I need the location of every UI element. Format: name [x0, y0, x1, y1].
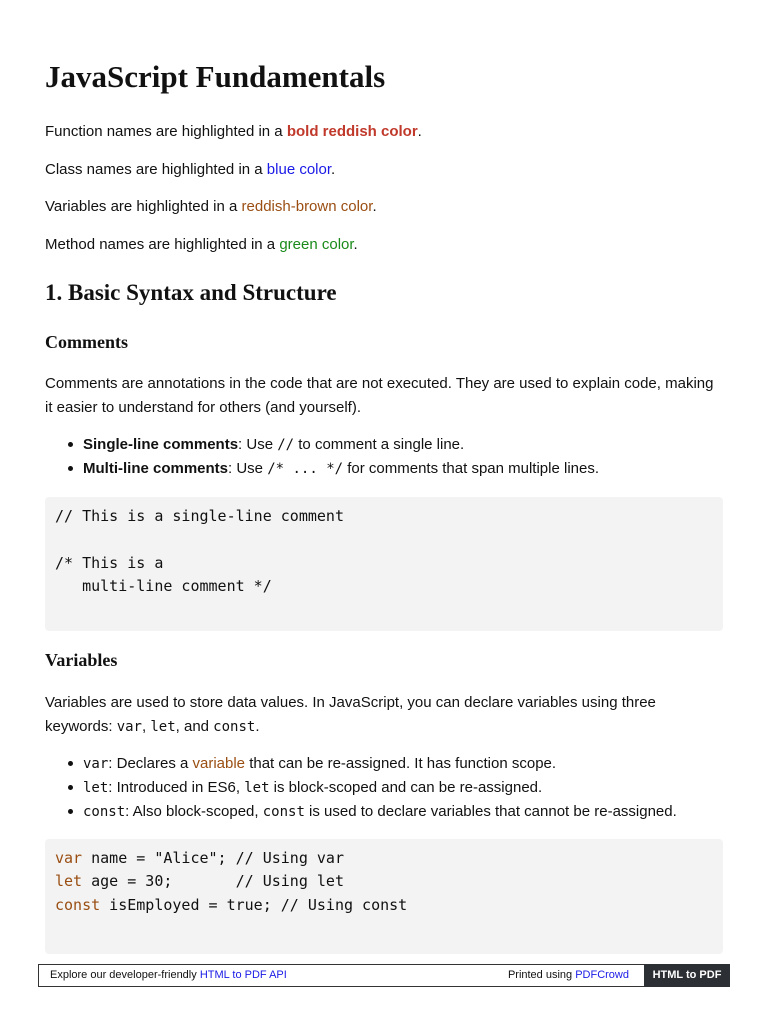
footer-promo-text: Explore our developer-friendly: [50, 969, 200, 981]
section-heading-basic-syntax: 1. Basic Syntax and Structure: [45, 280, 337, 305]
list-item: [83, 800, 677, 824]
paragraph-text: .: [255, 718, 260, 735]
html-to-pdf-api-link[interactable]: HTML to PDF API: [199, 969, 287, 981]
list-item-text: : Use: [238, 436, 278, 453]
code-text: age = 30; // Using let: [82, 872, 344, 891]
inline-code: /* ... */: [267, 461, 344, 477]
subheading-comments: Comments: [45, 332, 128, 352]
code-keyword: let: [55, 872, 83, 891]
variable-highlight: variable: [192, 755, 246, 772]
legend-function-text: Function names are highlighted in a: [45, 123, 287, 140]
list-item-text: is used to declare variables that cannot be re-assigned.: [304, 803, 677, 820]
legend-method-highlight: green color: [279, 236, 354, 253]
pdf-footer-bar: [38, 964, 730, 987]
list-item-text: is block-scoped and can be re-assigned.: [269, 779, 543, 796]
html-to-pdf-button[interactable]: HTML to PDF: [644, 964, 730, 987]
list-item: [83, 457, 599, 481]
code-line: [55, 528, 713, 551]
list-item: [83, 776, 677, 800]
subheading-variables: Variables: [45, 650, 118, 670]
footer-printed-using: [508, 969, 629, 981]
inline-code: const: [262, 804, 305, 820]
code-line: [55, 870, 713, 893]
code-block-comments: [45, 497, 723, 631]
legend-variable-text: Variables are highlighted in a: [45, 198, 242, 215]
list-item-term: Multi-line comments: [83, 460, 229, 477]
legend-function-suffix: .: [417, 123, 422, 140]
inline-code: let: [83, 780, 109, 796]
legend-function-highlight: bold reddish color: [286, 123, 418, 140]
code-line: // This is a single-line comment: [55, 507, 344, 525]
paragraph-text: ,: [142, 718, 151, 735]
code-text: name = "Alice"; // Using var: [82, 849, 344, 867]
legend-variable-suffix: .: [372, 198, 377, 215]
code-block-variables: [45, 839, 723, 954]
inline-code: let: [150, 719, 176, 735]
inline-code: var: [83, 756, 109, 772]
inline-code: let: [244, 780, 270, 796]
legend-class-highlight: blue color: [266, 161, 332, 178]
footer-printed-text: Printed using: [507, 969, 576, 981]
list-item-text: that can be re-assigned. It has function scope.: [245, 755, 557, 772]
list-item-text: : Introduced in ES6,: [108, 779, 245, 796]
comments-paragraph: Comments are annotations in the code that are not executed. They are used to explain code, making it easier to understand for others (and yourself).: [45, 375, 714, 416]
paragraph-text: Variables are used to store data values. In JavaScript, you can declare variables using three keywords:: [45, 694, 656, 735]
code-line: multi-line comment */: [55, 576, 272, 595]
variables-list: [45, 752, 677, 824]
list-item-text: for comments that span multiple lines.: [343, 460, 600, 477]
legend-method: [45, 233, 723, 257]
legend-class-text: Class names are highlighted in a: [45, 161, 267, 178]
paragraph-text: , and: [175, 718, 214, 735]
legend-function: [45, 120, 723, 144]
inline-code: var: [116, 719, 142, 735]
code-line: [55, 894, 713, 917]
legend-class-suffix: .: [331, 161, 336, 178]
inline-code: //: [277, 437, 295, 453]
inline-code: const: [213, 719, 256, 735]
legend-variable-highlight: reddish-brown color: [241, 198, 373, 215]
code-keyword: const: [55, 895, 101, 914]
pdfcrowd-link[interactable]: PDFCrowd: [575, 969, 629, 981]
list-item-term: Single-line comments: [83, 436, 239, 453]
legend-method-text: Method names are highlighted in a: [45, 236, 280, 253]
code-text: isEmployed = true; // Using const: [100, 895, 408, 914]
list-item-text: : Also block-scoped,: [125, 803, 263, 820]
list-item-text: : Use: [228, 460, 268, 477]
legend-variable: [45, 195, 723, 219]
legend-class: [45, 158, 723, 182]
footer-promo: [50, 969, 287, 981]
variables-paragraph: [45, 691, 723, 739]
inline-code: const: [83, 804, 126, 820]
page-title: JavaScript Fundamentals: [45, 59, 386, 94]
code-keyword: var: [55, 849, 83, 867]
list-item: [83, 433, 599, 457]
code-line: /* This is a: [55, 553, 164, 572]
list-item: [83, 752, 677, 776]
code-line: [55, 847, 713, 870]
comments-list: [45, 433, 599, 481]
legend-method-suffix: .: [353, 236, 358, 253]
list-item-text: : Declares a: [108, 755, 193, 772]
list-item-text: to comment a single line.: [294, 436, 465, 453]
